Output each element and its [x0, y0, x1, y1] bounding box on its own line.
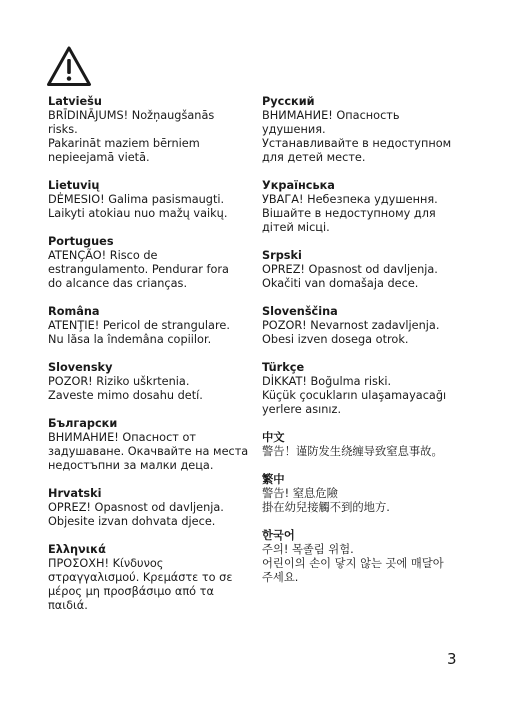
warning-block-slovenian	[262, 305, 484, 347]
warning-text: OPREZ! Opasnost od davljenja. Okačiti van domašaja dece.	[262, 263, 438, 290]
warning-block-serbian	[262, 249, 484, 291]
warning-text: ATENÇÃO! Risco de estrangulamento. Pendurar fora do alcance das crianças.	[48, 249, 229, 290]
page-number: 3	[447, 650, 457, 668]
warning-text: POZOR! Nevarnost zadavljenja. Obesi izven dosega otrok.	[262, 319, 440, 346]
right-column	[262, 95, 484, 599]
language-heading: Hrvatski	[48, 487, 102, 500]
language-heading: Slovensky	[48, 361, 113, 374]
language-heading: 中文	[262, 431, 285, 444]
warning-block-korean	[262, 529, 484, 585]
language-heading: Українська	[262, 179, 335, 192]
warning-block-slovak	[48, 361, 263, 403]
warning-block-chinese-traditional	[262, 473, 484, 515]
warning-text: OPREZ! Opasnost od davljenja. Objesite izvan dohvata djece.	[48, 501, 224, 528]
warning-block-turkish	[262, 361, 484, 417]
language-heading: Latviešu	[48, 95, 102, 108]
language-heading: Portugues	[48, 235, 114, 248]
language-heading: Ελληνικά	[48, 543, 106, 556]
warning-text: DİKKAT! Boğulma riski. Küçük çocukların ulaşamayacağı yerlere asınız.	[262, 375, 447, 416]
language-heading: Türkçe	[262, 361, 305, 374]
left-column	[48, 95, 263, 627]
warning-block-chinese-simplified	[262, 431, 484, 459]
warning-text: ВНИМАНИЕ! Опасност от задушаване. Окачвайте на места недостъпни за малки деца.	[48, 431, 249, 472]
warning-text: ATENŢIE! Pericol de strangulare. Nu lăsa la îndemâna copiilor.	[48, 319, 230, 346]
warning-text: 警告! 窒息危險 掛在幼兒接觸不到的地方.	[262, 487, 390, 514]
warning-text: ВНИМАНИЕ! Опасность удушения. Устанавливайте в недоступном для детей месте.	[262, 109, 452, 164]
language-heading: Româna	[48, 305, 100, 318]
warning-block-lithuanian	[48, 179, 263, 221]
warning-block-portuguese	[48, 235, 263, 291]
warning-text: POZOR! Riziko uškrtenia. Zaveste mimo dosahu detí.	[48, 375, 203, 402]
warning-triangle-icon	[46, 45, 92, 87]
warning-block-croatian	[48, 487, 263, 529]
language-heading: 한국어	[262, 529, 295, 542]
language-heading: Български	[48, 417, 118, 430]
warning-block-latvian	[48, 95, 263, 165]
warning-block-romanian	[48, 305, 263, 347]
warning-text: УВАГА! Небезпека удушення. Вішайте в недоступному для дітей місці.	[262, 193, 438, 234]
language-heading: Lietuvių	[48, 179, 100, 192]
language-heading: Slovenščina	[262, 305, 338, 318]
language-heading: 繁中	[262, 473, 285, 486]
language-heading: Русский	[262, 95, 315, 108]
warning-block-bulgarian	[48, 417, 263, 473]
warning-block-greek	[48, 543, 263, 613]
warning-text: 警告！谨防发生绕缠导致窒息事故。	[262, 445, 443, 458]
warning-text: ΠΡΟΣΟΧΗ! Κίνδυνος στραγγαλισμού. Κρεμάστε το σε μέρος μη προσβάσιμο από τα παιδιά.	[48, 557, 233, 612]
warning-text: DĖMESIO! Galima pasismaugti. Laikyti atokiau nuo mažų vaikų.	[48, 193, 228, 220]
language-heading: Srpski	[262, 249, 302, 262]
warning-block-ukrainian	[262, 179, 484, 235]
warning-text: 주의! 목졸림 위험. 어린이의 손이 닿지 않는 곳에 매달아 주세요.	[262, 543, 444, 584]
warning-block-russian	[262, 95, 484, 165]
warning-text: BRĪDINĀJUMS! Nožņaugšanās risks. Pakarināt maziem bērniem nepieejamā vietā.	[48, 109, 215, 164]
